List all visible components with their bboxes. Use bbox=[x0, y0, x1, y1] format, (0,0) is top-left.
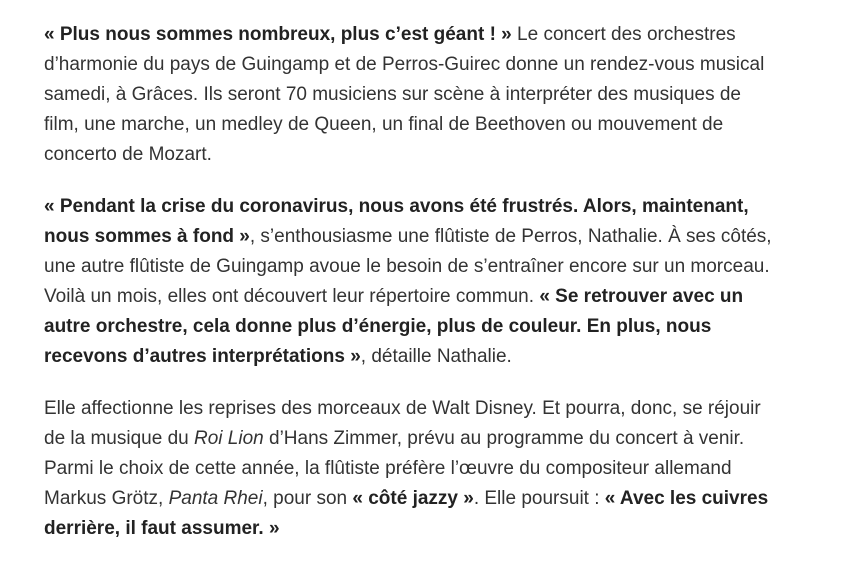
body-text: d’Hans Zimmer, prévu au programme du concert à venir. bbox=[263, 428, 745, 449]
body-text: film, une marche, un medley de Queen, un final de Beethoven ou mouvement de bbox=[44, 114, 724, 135]
quote-text: « Avec les cuivres bbox=[604, 488, 769, 509]
text-line bbox=[44, 222, 847, 252]
text-line bbox=[44, 282, 847, 312]
text-line bbox=[44, 514, 847, 544]
quote-text: nous sommes à fond » bbox=[44, 226, 250, 247]
body-text: , pour son bbox=[262, 488, 353, 509]
quote-text: « côté jazzy » bbox=[352, 488, 474, 509]
body-text: une autre flûtiste de Guingamp avoue le besoin de s’entraîner encore sur un morceau. bbox=[44, 256, 770, 277]
quote-text: « Se retrouver avec un bbox=[539, 286, 744, 307]
body-text: Voilà un mois, elles ont découvert leur répertoire commun. bbox=[44, 286, 540, 307]
title-text: Roi Lion bbox=[194, 428, 264, 449]
body-text: Elle affectionne les reprises des morceaux de Walt Disney. Et pourra, donc, se réjouir bbox=[44, 398, 761, 419]
text-line bbox=[44, 80, 847, 110]
body-text: , s’enthousiasme une flûtiste de Perros, Nathalie. À ses côtés, bbox=[249, 226, 772, 247]
text-line bbox=[44, 424, 847, 454]
quote-text: autre orchestre, cela donne plus d’énergie, plus de couleur. En plus, nous bbox=[44, 316, 712, 337]
quote-text: derrière, il faut assumer. » bbox=[44, 518, 280, 539]
text-line bbox=[44, 342, 847, 372]
body-text: Markus Grötz, bbox=[44, 488, 169, 509]
text-line bbox=[44, 484, 847, 514]
quote-text: « Pendant la crise du coronavirus, nous avons été frustrés. Alors, maintenant, bbox=[44, 196, 749, 217]
text-line bbox=[44, 20, 847, 50]
quote-text: « Plus nous sommes nombreux, plus c’est géant ! » bbox=[44, 24, 512, 45]
quote-text: recevons d’autres interprétations » bbox=[44, 346, 361, 367]
text-line bbox=[44, 252, 847, 282]
text-line bbox=[44, 454, 847, 484]
body-text: , détaille Nathalie. bbox=[360, 346, 512, 367]
article-paragraph bbox=[44, 394, 847, 544]
article-paragraph bbox=[44, 192, 847, 372]
body-text: Parmi le choix de cette année, la flûtiste préfère l’œuvre du compositeur allemand bbox=[44, 458, 732, 479]
body-text: concerto de Mozart. bbox=[44, 144, 212, 165]
article-paragraph bbox=[44, 20, 847, 170]
text-line bbox=[44, 192, 847, 222]
body-text: de la musique du bbox=[44, 428, 194, 449]
text-line bbox=[44, 140, 847, 170]
text-line bbox=[44, 50, 847, 80]
text-line bbox=[44, 312, 847, 342]
body-text: samedi, à Grâces. Ils seront 70 musiciens sur scène à interpréter des musiques de bbox=[44, 84, 741, 105]
text-line bbox=[44, 110, 847, 140]
body-text: . Elle poursuit : bbox=[473, 488, 605, 509]
text-line bbox=[44, 394, 847, 424]
body-text: d’harmonie du pays de Guingamp et de Perros-Guirec donne un rendez-vous musical bbox=[44, 54, 765, 75]
body-text: Le concert des orchestres bbox=[511, 24, 736, 45]
title-text: Panta Rhei bbox=[168, 488, 263, 509]
